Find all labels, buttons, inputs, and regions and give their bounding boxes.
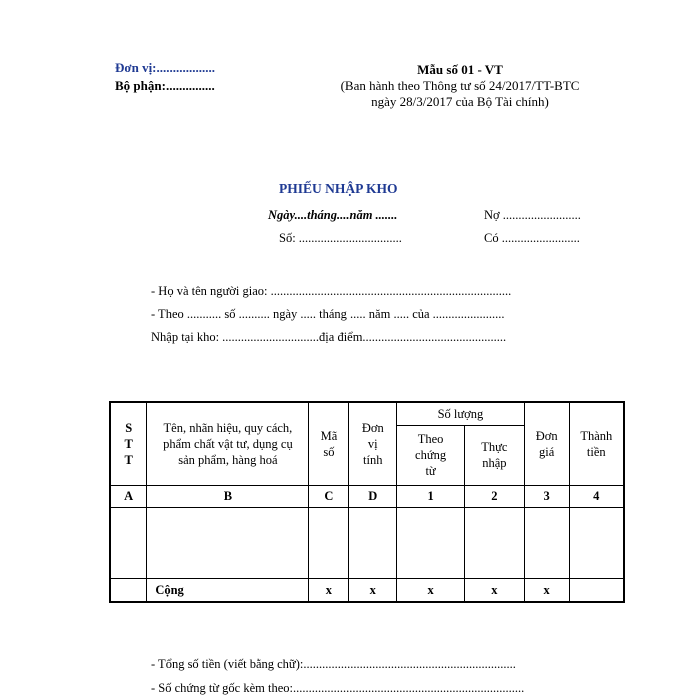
index-cell: A bbox=[110, 485, 147, 507]
warehouse-line: Nhập tại kho: ...............................địa điểm.............................................. bbox=[151, 330, 507, 344]
deliverer-line: - Họ và tên người giao: ............................................................................. bbox=[151, 284, 512, 298]
number-line: Số: ................................. bbox=[279, 231, 402, 245]
index-cell: B bbox=[147, 485, 309, 507]
according-to-line: - Theo ........... số .......... ngày ..... tháng ..... năm ..... của ....................... bbox=[151, 307, 505, 321]
table-row bbox=[110, 507, 624, 578]
empty-cell[interactable] bbox=[147, 507, 309, 578]
total-label: Cộng bbox=[147, 578, 309, 602]
total-words-line: - Tổng số tiền (viết bằng chữ):.................................................................... bbox=[151, 657, 516, 671]
empty-cell[interactable] bbox=[464, 507, 524, 578]
unit-field: Đơn vị:.................. bbox=[115, 60, 216, 75]
total-mark: x bbox=[464, 578, 524, 602]
index-cell: 4 bbox=[569, 485, 624, 507]
total-mark: x bbox=[524, 578, 569, 602]
col-qty-doc-header: Theo chứng từ bbox=[397, 425, 465, 485]
index-cell: 3 bbox=[524, 485, 569, 507]
empty-cell bbox=[110, 578, 147, 602]
total-mark: x bbox=[349, 578, 397, 602]
index-row bbox=[110, 485, 624, 507]
col-price-header: Đơn giá bbox=[524, 402, 569, 485]
total-mark: x bbox=[397, 578, 465, 602]
issued-line-1: (Ban hành theo Thông tư số 24/2017/TT-BTC bbox=[340, 78, 580, 93]
issued-line-2: ngày 28/3/2017 của Bộ Tài chính) bbox=[371, 94, 549, 109]
col-quantity-header: Số lượng bbox=[397, 402, 525, 425]
empty-cell[interactable] bbox=[110, 507, 147, 578]
department-field: Bộ phận:............... bbox=[115, 78, 215, 93]
empty-cell[interactable] bbox=[569, 507, 624, 578]
total-row bbox=[110, 578, 624, 602]
total-mark: x bbox=[309, 578, 349, 602]
empty-cell[interactable] bbox=[397, 507, 465, 578]
index-cell: 1 bbox=[397, 485, 465, 507]
col-name-header: Tên, nhãn hiệu, quy cách, phẩm chất vật tư, dụng cụ sản phẩm, hàng hoá bbox=[147, 402, 309, 485]
empty-cell[interactable] bbox=[309, 507, 349, 578]
index-cell: D bbox=[349, 485, 397, 507]
index-cell: C bbox=[309, 485, 349, 507]
form-code: Mẫu số 01 - VT bbox=[417, 62, 503, 77]
page-title: PHIẾU NHẬP KHO bbox=[279, 181, 398, 196]
empty-cell[interactable] bbox=[524, 507, 569, 578]
debit-line: Nợ ......................... bbox=[484, 208, 581, 222]
col-code-header: Mã số bbox=[309, 402, 349, 485]
index-cell: 2 bbox=[464, 485, 524, 507]
credit-line: Có ......................... bbox=[484, 231, 580, 245]
col-unit-header: Đơn vị tính bbox=[349, 402, 397, 485]
empty-cell bbox=[569, 578, 624, 602]
col-amount-header: Thành tiền bbox=[569, 402, 624, 485]
col-stt-header: S T T bbox=[110, 402, 147, 485]
date-line: Ngày....tháng....năm ....... bbox=[268, 208, 398, 222]
receipt-table bbox=[109, 401, 625, 603]
col-qty-actual-header: Thực nhập bbox=[464, 425, 524, 485]
attached-docs-line: - Số chứng từ gốc kèm theo:.......................................................................... bbox=[151, 681, 525, 695]
empty-cell[interactable] bbox=[349, 507, 397, 578]
